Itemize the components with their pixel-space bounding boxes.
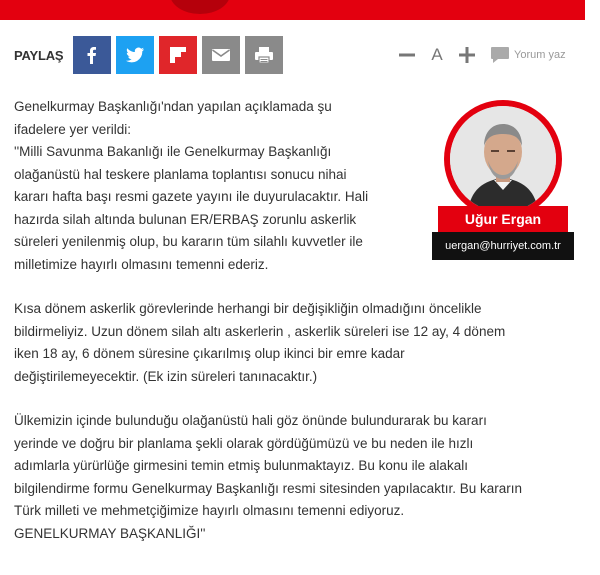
decrease-font-button[interactable]: [392, 38, 422, 72]
text-line: ifadelere yer verildi:: [14, 121, 132, 137]
article-tools: [392, 38, 566, 72]
print-button[interactable]: [245, 36, 283, 74]
article-body: [14, 96, 574, 545]
text-line: milletimize hayırlı olmasını temenni ederiz.: [14, 256, 269, 272]
mail-icon: [211, 47, 231, 63]
article-paragraph-3: [14, 410, 574, 545]
twitter-icon: [125, 46, 145, 64]
share-label: PAYLAŞ: [14, 47, 64, 63]
text-line: bilgilendirme formu Genelkurmay Başkanlığı resmi sitesinden yapılacaktır. Bu kararın: [14, 480, 522, 496]
text-line: yerinde ve doğru bir planlama şekli olarak gördüğümüzü ve bu neden ile hızlı: [14, 435, 474, 451]
text-line: Türk milleti ve mehmetçiğimize hayırlı olmasını temenni ediyoruz.: [14, 503, 405, 518]
text-line: bildirmeliyiz. Uzun dönem silah altı askerlerin , askerlik süreleri ise 12 ay, 4 dönem: [14, 323, 506, 339]
plus-icon: [458, 46, 476, 64]
text-line: kararı hafta başı resmi gazete yayını ile duyurulacaktır. Hali: [14, 189, 369, 204]
text-line: Ülkemizin içinde bulunduğu olağanüstü hali göz önünde bulundurarak bu kararı: [14, 413, 487, 428]
text-line: değiştirilemeyecektir. (Ek izin süreleri tanınacaktır.): [14, 368, 318, 384]
twitter-share-button[interactable]: [116, 36, 154, 74]
text-line: hazırda silah altında bulunan ER/ERBAŞ zorunlu askerlik: [14, 211, 357, 227]
text-line: GENELKURMAY BAŞKANLIĞI'': [14, 525, 206, 541]
text-line: süreleri yenilenmiş olup, bu kararın tüm silahlı kuvvetler ile: [14, 234, 363, 249]
flipboard-share-button[interactable]: [159, 36, 197, 74]
minus-icon: [398, 46, 416, 64]
author-email: uergan@hurriyet.com.tr: [432, 232, 574, 260]
facebook-icon: [83, 46, 101, 64]
font-size-label: A: [431, 45, 443, 64]
text-line: Genelkurmay Başkanlığı'ndan yapılan açıklamada şu: [14, 99, 332, 114]
write-comment-button[interactable]: [490, 46, 566, 64]
write-comment-label: Yorum yaz: [514, 49, 566, 61]
text-line: adımlarla yürürlüğe girmesini temin etmiş bulunmaktayız. Bu konu ile alakalı: [14, 458, 468, 473]
font-size-indicator: [422, 38, 452, 72]
printer-icon: [254, 46, 274, 64]
increase-font-button[interactable]: [452, 38, 482, 72]
text-line: ''Milli Savunma Bakanlığı ile Genelkurmay Başkanlığı: [14, 144, 332, 159]
share-bar: [14, 36, 288, 74]
text-line: Kısa dönem askerlik görevlerinde herhangi bir değişikliğin olmadığını öncelikle: [14, 301, 482, 316]
comment-icon: [490, 46, 510, 64]
article-paragraph-1: [14, 96, 574, 276]
banner-graphic: [170, 0, 230, 14]
author-name: Uğur Ergan: [438, 206, 568, 232]
top-banner-image: [0, 0, 585, 20]
text-line: olağanüstü hal teskere planlama toplantısı sonucu nihai: [14, 166, 347, 182]
facebook-share-button[interactable]: [73, 36, 111, 74]
paragraph-1-block: [14, 96, 434, 276]
flipboard-icon: [169, 46, 187, 64]
article-paragraph-2: [14, 298, 574, 388]
text-line: iken 18 ay, 6 dönem süresine çıkarılmış olup ikinci bir emre kadar: [14, 346, 405, 361]
email-share-button[interactable]: [202, 36, 240, 74]
